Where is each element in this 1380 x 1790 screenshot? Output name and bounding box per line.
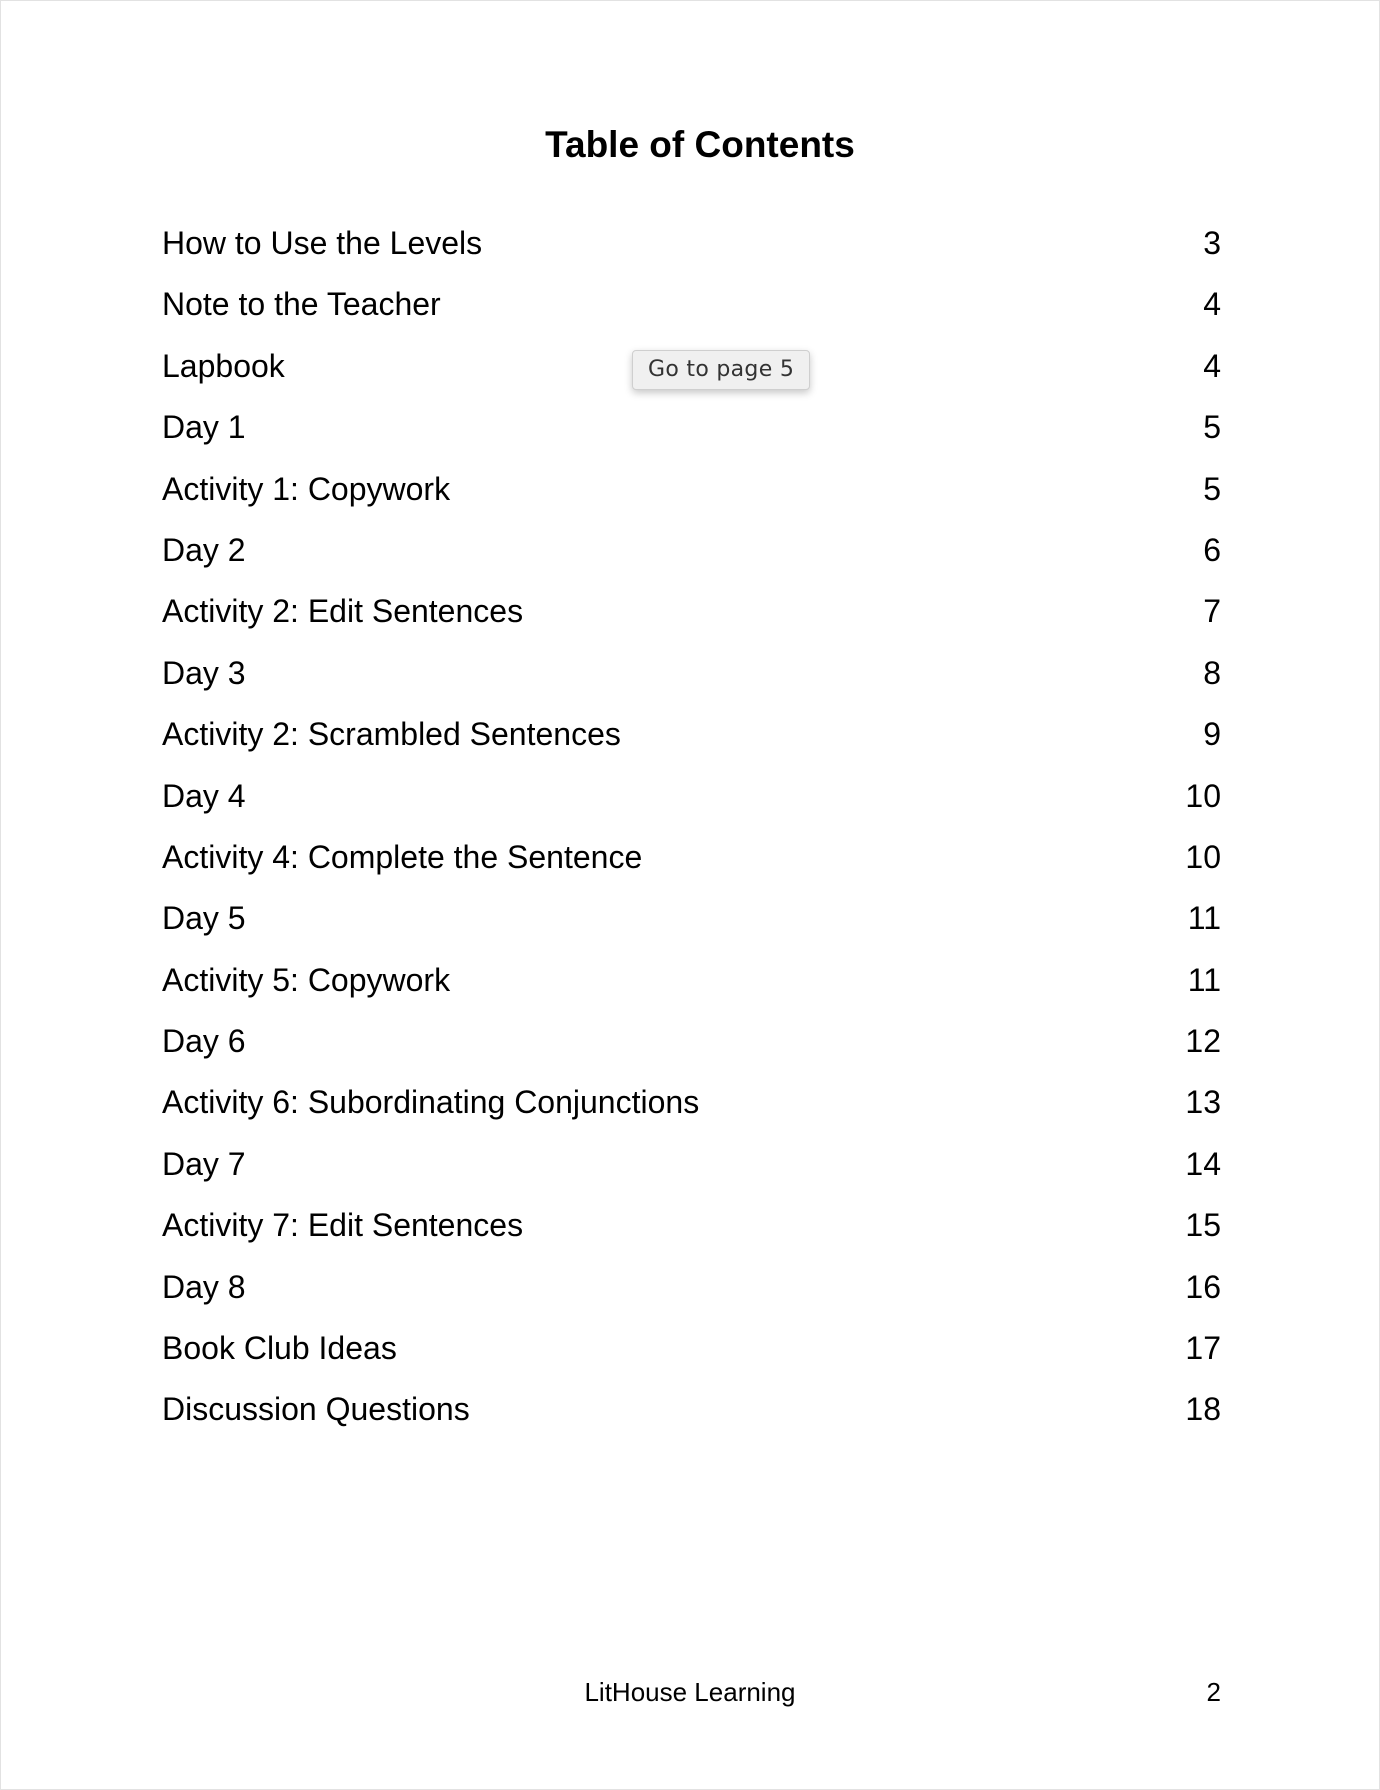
toc-entry-title: How to Use the Levels bbox=[162, 225, 483, 261]
toc-entry-page: 10 bbox=[1185, 838, 1221, 875]
toc-entry-page: 8 bbox=[1203, 654, 1221, 691]
toc-entry-page: 16 bbox=[1185, 1268, 1221, 1305]
toc-entry-page: 7 bbox=[1203, 593, 1221, 630]
toc-entry-title: Lapbook bbox=[162, 347, 285, 384]
footer-publisher: LitHouse Learning bbox=[584, 1677, 796, 1707]
toc-entry-title: Day 1 bbox=[162, 409, 246, 446]
toc-entry-title: Activity 2: Edit Sentences bbox=[162, 593, 524, 630]
footer-page-number: 2 bbox=[1206, 1677, 1221, 1707]
toc-entry[interactable] bbox=[162, 766, 1221, 827]
toc-entry-page: 4 bbox=[1203, 286, 1221, 323]
toc-entry[interactable] bbox=[162, 950, 1221, 1011]
toc-entry-title: Day 6 bbox=[162, 1023, 246, 1060]
toc-entry[interactable] bbox=[162, 581, 1221, 642]
toc-entry-title: Note to the Teacher bbox=[162, 286, 441, 323]
toc-entry-title: Activity 1: Copywork bbox=[162, 470, 451, 507]
toc-entry[interactable] bbox=[162, 520, 1221, 581]
toc-entry[interactable] bbox=[162, 1257, 1221, 1318]
toc-entry-title: Activity 6: Subordinating Conjunctions bbox=[162, 1084, 700, 1121]
toc-entry[interactable] bbox=[162, 888, 1221, 949]
toc-entry-page: 12 bbox=[1185, 1023, 1221, 1060]
toc-list bbox=[162, 213, 1221, 1441]
toc-entry-page: 15 bbox=[1185, 1207, 1221, 1244]
toc-entry-page: 5 bbox=[1203, 409, 1221, 446]
toc-entry[interactable] bbox=[162, 643, 1221, 704]
toc-entry-page: 3 bbox=[1203, 225, 1221, 261]
toc-entry-title: Day 8 bbox=[162, 1268, 246, 1305]
toc-entry-page: 6 bbox=[1203, 531, 1221, 568]
toc-entry[interactable] bbox=[162, 1072, 1221, 1133]
toc-entry-title: Activity 7: Edit Sentences bbox=[162, 1207, 524, 1244]
toc-entry-page: 13 bbox=[1185, 1084, 1221, 1121]
toc-entry-page: 11 bbox=[1187, 961, 1221, 998]
link-tooltip: Go to page 5 bbox=[632, 350, 810, 390]
page-title: Table of Contents bbox=[545, 124, 855, 165]
toc-entry-page: 11 bbox=[1187, 900, 1221, 937]
toc-entry[interactable] bbox=[162, 704, 1221, 765]
toc-entry[interactable] bbox=[162, 213, 1221, 274]
toc-entry-title: Book Club Ideas bbox=[162, 1330, 397, 1367]
toc-entry[interactable] bbox=[162, 1379, 1221, 1440]
toc-entry-title: Day 2 bbox=[162, 531, 246, 568]
toc-entry[interactable] bbox=[162, 1134, 1221, 1195]
toc-entry[interactable] bbox=[162, 1011, 1221, 1072]
toc-entry-page: 5 bbox=[1203, 470, 1221, 507]
toc-entry-title: Activity 4: Complete the Sentence bbox=[162, 838, 643, 875]
toc-entry[interactable] bbox=[162, 274, 1221, 335]
toc-entry[interactable] bbox=[162, 1318, 1221, 1379]
toc-entry-title: Day 5 bbox=[162, 900, 246, 937]
toc-entry-title: Day 4 bbox=[162, 777, 246, 814]
toc-entry-page: 10 bbox=[1185, 777, 1221, 814]
toc-entry-title: Day 7 bbox=[162, 1145, 246, 1182]
toc-entry[interactable] bbox=[162, 827, 1221, 888]
toc-entry-page: 18 bbox=[1185, 1391, 1221, 1428]
toc-entry[interactable] bbox=[162, 1195, 1221, 1256]
toc-entry[interactable] bbox=[162, 459, 1221, 520]
toc-entry-page: 4 bbox=[1203, 347, 1221, 384]
toc-entry-title: Discussion Questions bbox=[162, 1391, 470, 1428]
toc-entry-title: Activity 2: Scrambled Sentences bbox=[162, 716, 621, 753]
toc-entry-page: 9 bbox=[1203, 716, 1221, 753]
toc-entry-title: Day 3 bbox=[162, 654, 246, 691]
toc-entry-page: 17 bbox=[1185, 1330, 1221, 1367]
toc-entry-title: Activity 5: Copywork bbox=[162, 961, 451, 998]
toc-entry[interactable] bbox=[162, 397, 1221, 458]
toc-entry-page: 14 bbox=[1185, 1145, 1221, 1182]
